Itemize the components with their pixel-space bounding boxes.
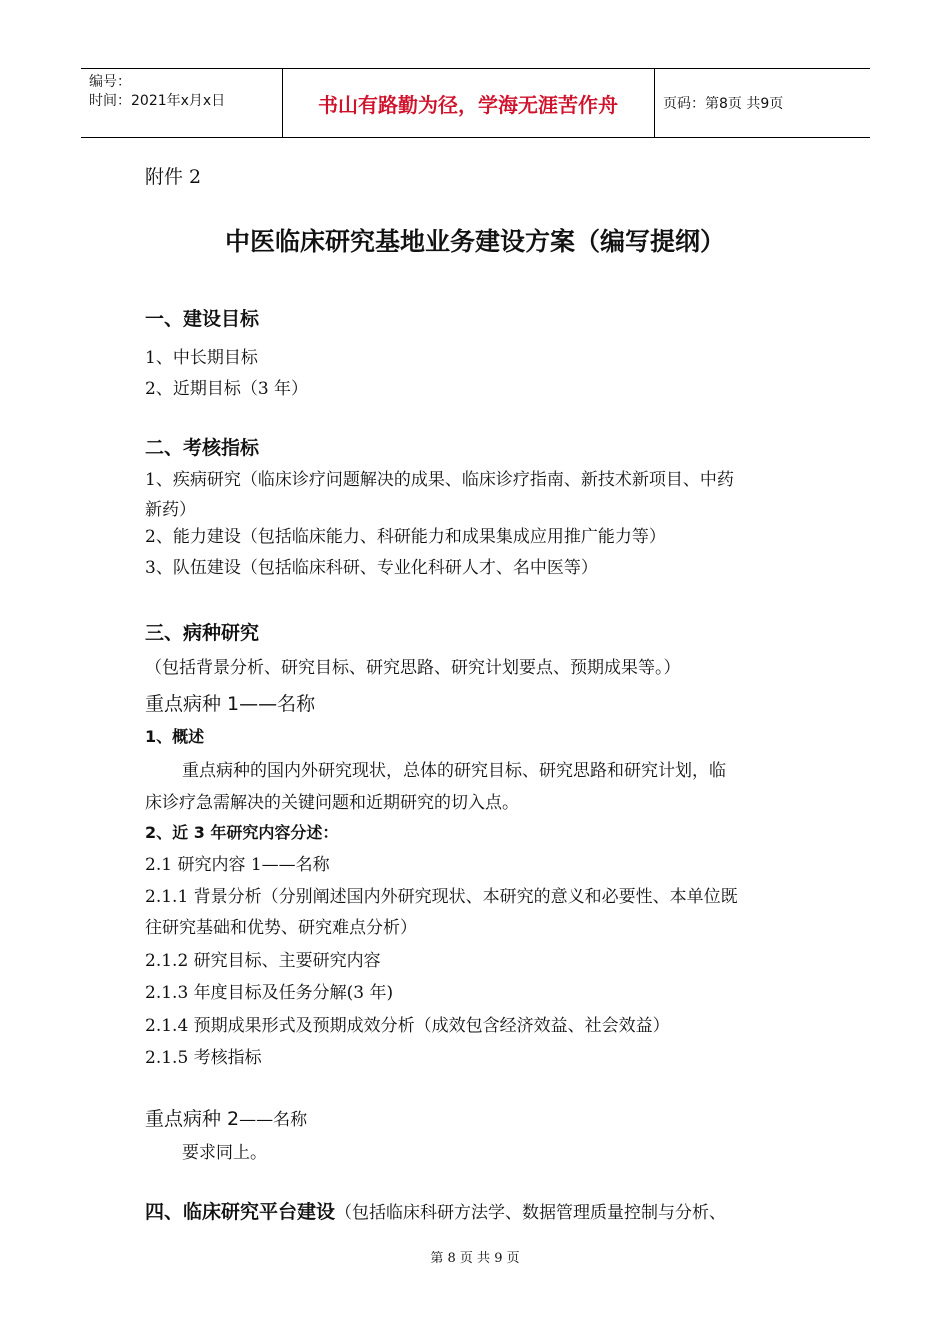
content-item: 2.1.3 年度目标及任务分解(3 年) [145, 983, 394, 1003]
section-2-heading: 二、考核指标 [145, 437, 260, 459]
section-3-note: （包括背景分析、研究目标、研究思路、研究计划要点、预期成果等。） [145, 658, 681, 678]
section-2-item: 3、队伍建设（包括临床科研、专业化科研人才、名中医等） [145, 558, 598, 578]
content-item: 2.1.4 预期成果形式及预期成效分析（成效包含经济效益、社会效益） [145, 1016, 670, 1036]
section-4-line [145, 1197, 726, 1224]
header-meta [89, 73, 225, 111]
section-4-heading: 四、临床研究平台建设 [145, 1201, 336, 1223]
section-1-item: 2、近期目标（3 年） [145, 379, 309, 399]
header-page-info: 页码：第8页 共9页 [663, 96, 784, 112]
section-1-item: 1、中长期目标 [145, 348, 258, 368]
content-item: 2.1.1 背景分析（分别阐述国内外研究现状、本研究的意义和必要性、本单位既 [145, 887, 738, 907]
section-2-item-cont: 新药） [145, 500, 196, 520]
section-4-note: （包括临床科研方法学、数据管理质量控制与分析、 [335, 1203, 727, 1223]
same-requirement: 要求同上。 [182, 1143, 267, 1163]
disease-2-title: 重点病种 2 [145, 1108, 240, 1130]
document-title: 中医临床研究基地业务建设方案（编写提纲） [224, 227, 725, 256]
header-divider [654, 69, 655, 137]
page-footer: 第 8 页 共 9 页 [430, 1251, 520, 1266]
disease-1-heading: 重点病种 1——名称 [145, 693, 316, 715]
date-label: 时间：2021年x月x日 [89, 93, 226, 109]
disease-2-heading [145, 1104, 307, 1131]
section-3-heading: 三、病种研究 [145, 622, 260, 644]
page-header [81, 68, 870, 138]
content-item: 2.1.5 考核指标 [145, 1048, 262, 1068]
section-2-item: 2、能力建设（包括临床能力、科研能力和成果集成应用推广能力等） [145, 527, 666, 547]
overview-text-cont: 床诊疗急需解决的关键问题和近期研究的切入点。 [145, 793, 519, 813]
content-heading: 2、近 3 年研究内容分述： [145, 823, 339, 842]
content-item: 2.1.2 研究目标、主要研究内容 [145, 951, 381, 971]
content-item: 2.1 研究内容 1——名称 [145, 855, 330, 875]
section-2-item: 1、疾病研究（临床诊疗问题解决的成果、临床诊疗指南、新技术新项目、中药 [145, 470, 734, 490]
overview-text: 重点病种的国内外研究现状，总体的研究目标、研究思路和研究计划，临 [182, 761, 726, 781]
number-label: 编号： [89, 74, 131, 90]
header-motto: 书山有路勤为径，学海无涯苦作舟 [318, 92, 618, 117]
overview-heading: 1、概述 [145, 727, 205, 746]
content-item-cont: 往研究基础和优势、研究难点分析） [145, 918, 417, 938]
section-1-heading: 一、建设目标 [145, 308, 260, 330]
attachment-label: 附件 2 [145, 166, 202, 188]
disease-2-suffix: ——名称 [239, 1110, 308, 1130]
